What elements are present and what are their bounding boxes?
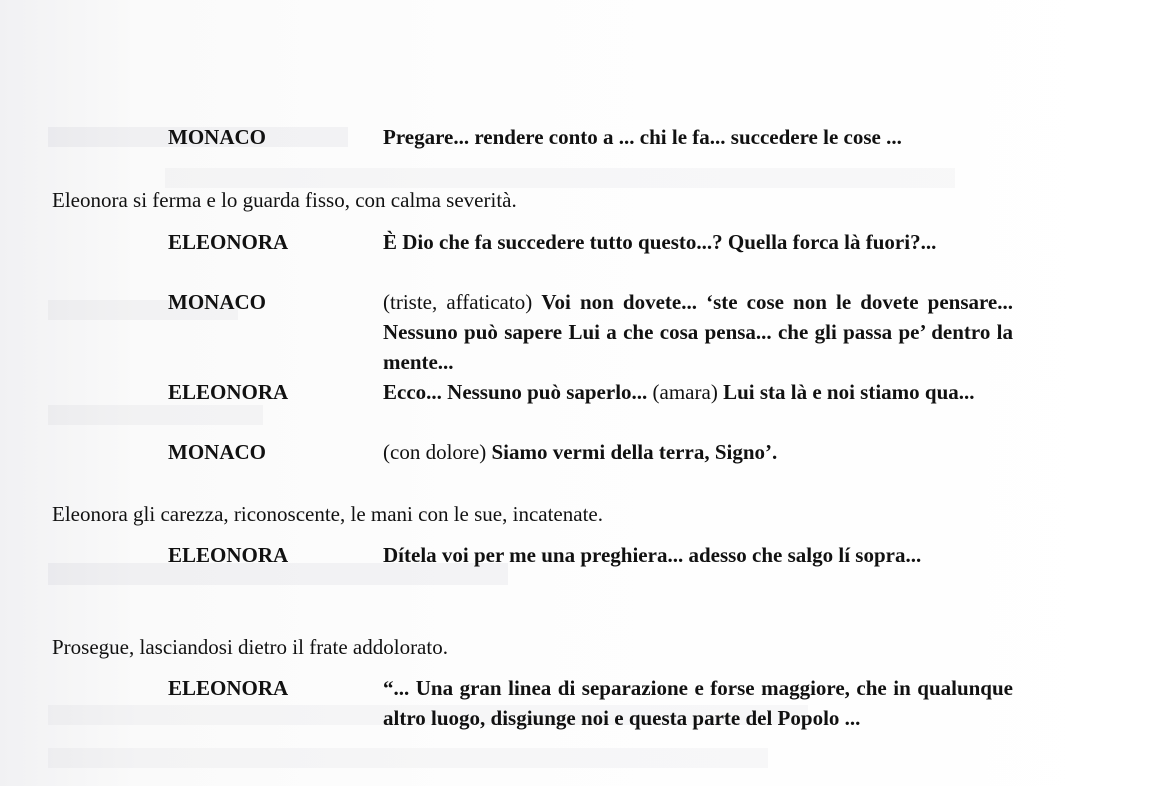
parenthetical: (triste, affaticato)	[383, 290, 542, 314]
dialogue-line	[383, 437, 1013, 467]
parenthetical: (con dolore)	[383, 440, 492, 464]
dialogue-text: Voi non dovete... ‘ste cose non le dovete pensare... Nessuno può sapere Lui a che cosa pensa... che gli passa pe’ dentro la mente...	[383, 290, 1014, 374]
parenthetical: (amara)	[652, 380, 724, 404]
speaker-name: ELEONORA	[168, 380, 289, 404]
speaker-name: ELEONORA	[168, 676, 289, 700]
dialogue-text: Lui sta là e noi stiamo qua...	[723, 380, 975, 404]
stage-direction: Eleonora gli carezza, riconoscente, le mani con le sue, incatenate.	[52, 502, 603, 526]
dialogue-line	[383, 540, 1013, 570]
bleed-through-decoration	[48, 405, 263, 425]
dialogue-line	[383, 377, 1013, 407]
dialogue-line	[383, 673, 1013, 733]
speaker-name: MONACO	[168, 290, 266, 314]
dialogue-text: Siamo vermi della terra, Signo’.	[491, 440, 778, 464]
dialogue-line	[383, 227, 1013, 257]
dialogue-line	[383, 122, 1013, 152]
dialogue-text: Pregare... rendere conto a ... chi le fa... succedere le cose ...	[383, 125, 902, 149]
stage-direction: Eleonora si ferma e lo guarda fisso, con calma severità.	[52, 188, 517, 212]
dialogue-text: È Dio che fa succedere tutto questo...? Quella forca là fuori?...	[383, 230, 937, 254]
dialogue-text: Dítela voi per me una preghiera... adesso che salgo lí sopra...	[383, 543, 922, 567]
speaker-name: ELEONORA	[168, 543, 289, 567]
speaker-name: MONACO	[168, 440, 266, 464]
speaker-name: ELEONORA	[168, 230, 289, 254]
speaker-name: MONACO	[168, 125, 266, 149]
bleed-through-decoration	[48, 748, 768, 768]
stage-direction: Prosegue, lasciandosi dietro il frate addolorato.	[52, 635, 448, 659]
dialogue-text: Ecco... Nessuno può saperlo...	[383, 380, 653, 404]
dialogue-line	[383, 287, 1013, 377]
dialogue-text: “... Una gran linea di separazione e forse maggiore, che in qualunque altro luogo, disgiunge noi e questa parte del Popolo ...	[383, 676, 1013, 730]
